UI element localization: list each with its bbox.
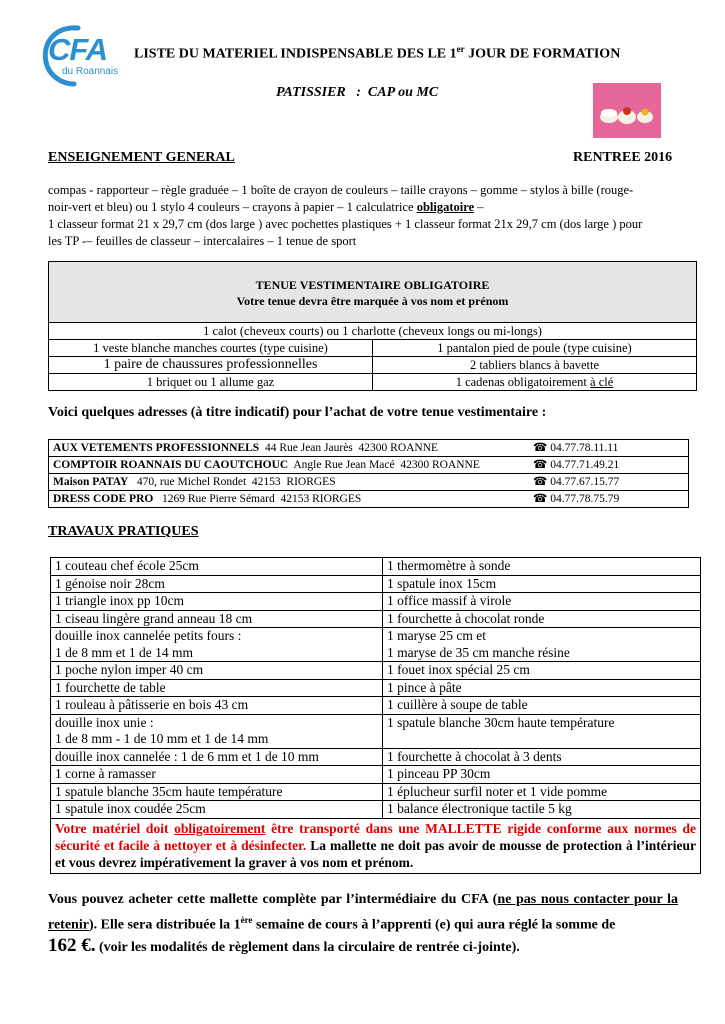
footer-text-2: ). Elle sera distribuée la 1 <box>88 917 241 933</box>
tp-cell-line: 1 de 8 mm - 1 de 10 mm et 1 de 14 mm <box>55 731 269 746</box>
tp-cell <box>51 679 383 697</box>
tenue-cell <box>373 374 697 391</box>
cle-text: à clé <box>590 375 614 389</box>
addr-phone-cell <box>529 491 689 508</box>
tp-cell <box>51 558 383 576</box>
phone-icon: ☎ <box>533 442 548 454</box>
addr-cell <box>49 440 530 457</box>
tp-cell <box>383 748 701 766</box>
tp-cell <box>51 593 383 611</box>
tp-cell-line: 1 fourchette de table <box>55 679 166 695</box>
tp-cell-line: 1 rouleau à pâtisserie en bois 43 cm <box>55 697 249 712</box>
tp-cell <box>383 628 701 662</box>
tp-cell <box>51 714 383 748</box>
tp-cell-line: 1 maryse de 35 cm manche résine <box>387 644 570 660</box>
logo-subtext: du Roannais <box>62 66 119 77</box>
tp-cell <box>51 748 383 766</box>
tenue-cell: 1 briquet ou 1 allume gaz <box>49 374 373 391</box>
title-sup: er <box>456 44 465 54</box>
title-text: LISTE DU MATERIEL INDISPENSABLE DES LE 1 <box>134 46 457 62</box>
tp-cell <box>383 714 701 748</box>
tp-cell-line: 1 pince à pâte <box>387 679 462 695</box>
addr-cell <box>49 491 530 508</box>
table-row <box>51 679 701 697</box>
tp-cell-line: 1 spatule blanche 35cm haute température <box>55 783 283 799</box>
tp-cell-line: douille inox cannelée petits fours : <box>55 628 242 643</box>
tp-cell-line: 1 corne à ramasser <box>55 766 156 781</box>
table-row <box>49 357 697 374</box>
table-row <box>51 610 701 628</box>
general-line-1: compas - rapporteur – règle graduée – 1 boîte de crayon de couleurs – taille crayons – gomme – stylos à bille (rouge- <box>48 183 634 197</box>
obligatoire-text: obligatoire <box>416 200 475 214</box>
shop-name: AUX VETEMENTS PROFESSIONNELS <box>53 442 260 454</box>
tenue-title: TENUE VESTIMENTAIRE OBLIGATOIRE <box>255 278 490 292</box>
tp-cell-line: 1 balance électronique tactile 5 kg <box>387 801 572 816</box>
tp-cell-line: 1 ciseau lingère grand anneau 18 cm <box>55 610 253 626</box>
phone-icon: ☎ <box>533 493 548 505</box>
tp-cell-line: 1 de 8 mm et 1 de 14 mm <box>55 644 193 660</box>
table-row <box>51 662 701 680</box>
tp-table-body <box>51 558 701 819</box>
shop-address: 44 Rue Jean Jaurès 42300 ROANNE <box>259 442 439 454</box>
tp-cell-line: 1 fourchette à chocolat ronde <box>387 610 545 626</box>
tp-notice <box>51 818 701 873</box>
tp-cell-line: 1 pinceau PP 30cm <box>387 766 491 781</box>
tp-cell <box>383 679 701 697</box>
table-row <box>51 558 701 576</box>
tp-cell <box>383 593 701 611</box>
tp-cell <box>383 766 701 784</box>
table-row <box>49 491 689 508</box>
footer-amount: 162 €. <box>48 934 96 956</box>
logo-text: CFA <box>48 32 107 67</box>
tp-cell <box>383 662 701 680</box>
adresses-table <box>48 439 689 508</box>
table-row <box>51 628 701 662</box>
addr-cell <box>49 457 530 474</box>
table-row <box>49 440 689 457</box>
tp-cell <box>51 697 383 715</box>
tp-cell <box>51 610 383 628</box>
table-row <box>49 474 689 491</box>
tenue-cell: 1 veste blanche manches courtes (type cuisine) <box>49 340 373 357</box>
general-list <box>48 182 688 250</box>
notice-obligatoirement: obligatoirement <box>174 820 266 836</box>
title-text-end: JOUR DE FORMATION <box>464 46 621 62</box>
tp-cell <box>383 697 701 715</box>
general-line-2 <box>48 199 688 216</box>
addr-phone-cell <box>529 457 689 474</box>
section-heading-general: ENSEIGNEMENT GENERAL <box>48 150 235 165</box>
table-row <box>51 783 701 801</box>
tp-notice-row <box>51 818 701 873</box>
tp-cell <box>51 575 383 593</box>
tp-cell-line: 1 thermomètre à sonde <box>387 558 511 573</box>
shop-phone: 04.77.78.11.11 <box>550 442 619 454</box>
table-row <box>49 323 697 340</box>
page-title <box>134 44 620 63</box>
notice-mallette: La mallette ne doit pas avoir de mousse de protection à l’intérieur et vous devrez impérativement la graver à vos nom et prénom. <box>55 837 696 870</box>
tp-cell <box>383 558 701 576</box>
tp-cell-line: 1 fouet inox spécial 25 cm <box>387 662 530 677</box>
shop-address: Angle Rue Jean Macé 42300 ROANNE <box>288 459 480 471</box>
tenue-cell: 1 paire de chaussures professionnelles <box>49 357 373 374</box>
tp-cell-line: 1 spatule inox 15cm <box>387 575 497 591</box>
phone-icon: ☎ <box>533 459 548 471</box>
tenue-subtitle: Votre tenue devra être marquée à vos nom et prénom <box>236 294 509 308</box>
shop-name: Maison PATAY <box>53 476 129 488</box>
table-row <box>51 575 701 593</box>
shop-address: 1269 Rue Pierre Sémard 42153 RIORGES <box>153 493 362 505</box>
tp-cell <box>51 783 383 801</box>
table-row <box>51 714 701 748</box>
tenue-table <box>48 322 697 391</box>
notice-text: être transporté dans une MALLETTE rigide conforme aux normes de sécurité et facile à nettoyer et à désinfecter. <box>55 820 696 853</box>
tp-cell <box>51 801 383 819</box>
footer-text-3: semaine de cours à l’apprenti (e) qui aura réglé la somme de <box>252 917 616 933</box>
tp-cell-line: 1 cuillère à soupe de table <box>387 697 528 712</box>
pastry-photo-graphic <box>593 83 661 138</box>
tp-cell <box>383 610 701 628</box>
table-row <box>51 766 701 784</box>
general-line-4: les TP -– feuilles de classeur – intercalaires – 1 tenue de sport <box>48 234 357 248</box>
tp-cell-line: douille inox unie : <box>55 714 154 730</box>
tp-cell-line: 1 triangle inox pp 10cm <box>55 593 184 608</box>
shop-phone: 04.77.71.49.21 <box>550 459 620 471</box>
footer-sup: ère <box>240 915 253 925</box>
tp-cell-line: 1 poche nylon imper 40 cm <box>55 662 204 677</box>
tp-cell <box>383 783 701 801</box>
tenue-cell: 2 tabliers blancs à bavette <box>373 357 697 374</box>
addr-cell <box>49 474 530 491</box>
section-heading-tp: TRAVAUX PRATIQUES <box>48 524 199 539</box>
notice-text: Votre matériel doit <box>55 820 175 836</box>
tp-cell-line: 1 office massif à virole <box>387 593 512 608</box>
table-row <box>51 801 701 819</box>
shop-phone: 04.77.78.75.79 <box>550 493 620 505</box>
table-row <box>51 593 701 611</box>
shop-address: 470, rue Michel Rondet 42153 RIORGES <box>128 476 336 488</box>
table-row <box>49 374 697 391</box>
table-row <box>49 457 689 474</box>
addr-phone-cell <box>529 474 689 491</box>
footer-text-4: (voir les modalités de règlement dans la circulaire de rentrée ci-jointe). <box>95 939 520 955</box>
tp-cell-line: douille inox cannelée : 1 de 6 mm et 1 de 10 mm <box>55 748 319 764</box>
tp-cell <box>51 766 383 784</box>
tenue-cell: 1 pantalon pied de poule (type cuisine) <box>373 340 697 357</box>
shop-name: COMPTOIR ROANNAIS DU CAOUTCHOUC <box>53 459 289 471</box>
tp-cell <box>383 575 701 593</box>
tenue-cell: 1 calot (cheveux courts) ou 1 charlotte (cheveux longs ou mi-longs) <box>49 323 697 340</box>
pastry-photo <box>593 83 661 138</box>
tp-table <box>50 557 701 874</box>
tp-cell <box>383 801 701 819</box>
tp-cell-line: 1 génoise noir 28cm <box>55 575 165 591</box>
tp-cell-line: 1 fourchette à chocolat à 3 dents <box>387 748 562 764</box>
table-row <box>49 340 697 357</box>
tp-cell-line: 1 spatule inox coudée 25cm <box>55 801 206 816</box>
footer-underlined: ne pas nous contacter pour la retenir <box>48 892 679 933</box>
tenue-header-box <box>48 261 697 323</box>
cfa-logo <box>40 24 120 90</box>
rentree-label: RENTREE 2016 <box>573 150 673 165</box>
tp-cell-line: 1 éplucheur surfil noter et 1 vide pomme <box>387 783 608 799</box>
tp-cell <box>51 662 383 680</box>
tp-cell-line: 1 couteau chef école 25cm <box>55 558 199 573</box>
phone-icon: ☎ <box>533 476 548 488</box>
shop-name: DRESS CODE PRO <box>53 493 154 505</box>
adresses-intro: Voici quelques adresses (à titre indicatif) pour l’achat de votre tenue vestimentaire : <box>48 405 547 420</box>
footer-text <box>48 890 678 958</box>
footer-text-1: Vous pouvez acheter cette mallette complète par l’intermédiaire du CFA ( <box>48 892 498 907</box>
addr-phone-cell <box>529 440 689 457</box>
tp-cell-line: 1 spatule blanche 30cm haute température <box>387 714 615 730</box>
table-row <box>51 748 701 766</box>
general-line-3: 1 classeur format 21 x 29,7 cm (dos large ) avec pochettes plastiques + 1 classeur format 21x 29,7 cm (dos large ) pour <box>48 217 643 231</box>
general-line-2-end: – <box>474 200 484 214</box>
shop-phone: 04.77.67.15.77 <box>550 476 620 488</box>
tp-cell <box>51 628 383 662</box>
page-subtitle: PATISSIER : CAP ou MC <box>276 85 439 100</box>
table-row <box>51 697 701 715</box>
tenue-cell-text: 1 cadenas obligatoirement <box>455 375 591 389</box>
general-line-2-text: noir-vert et bleu) ou 1 stylo 4 couleurs – crayons à papier – 1 calculatrice <box>48 200 417 214</box>
tp-cell-line: 1 maryse 25 cm et <box>387 628 486 643</box>
